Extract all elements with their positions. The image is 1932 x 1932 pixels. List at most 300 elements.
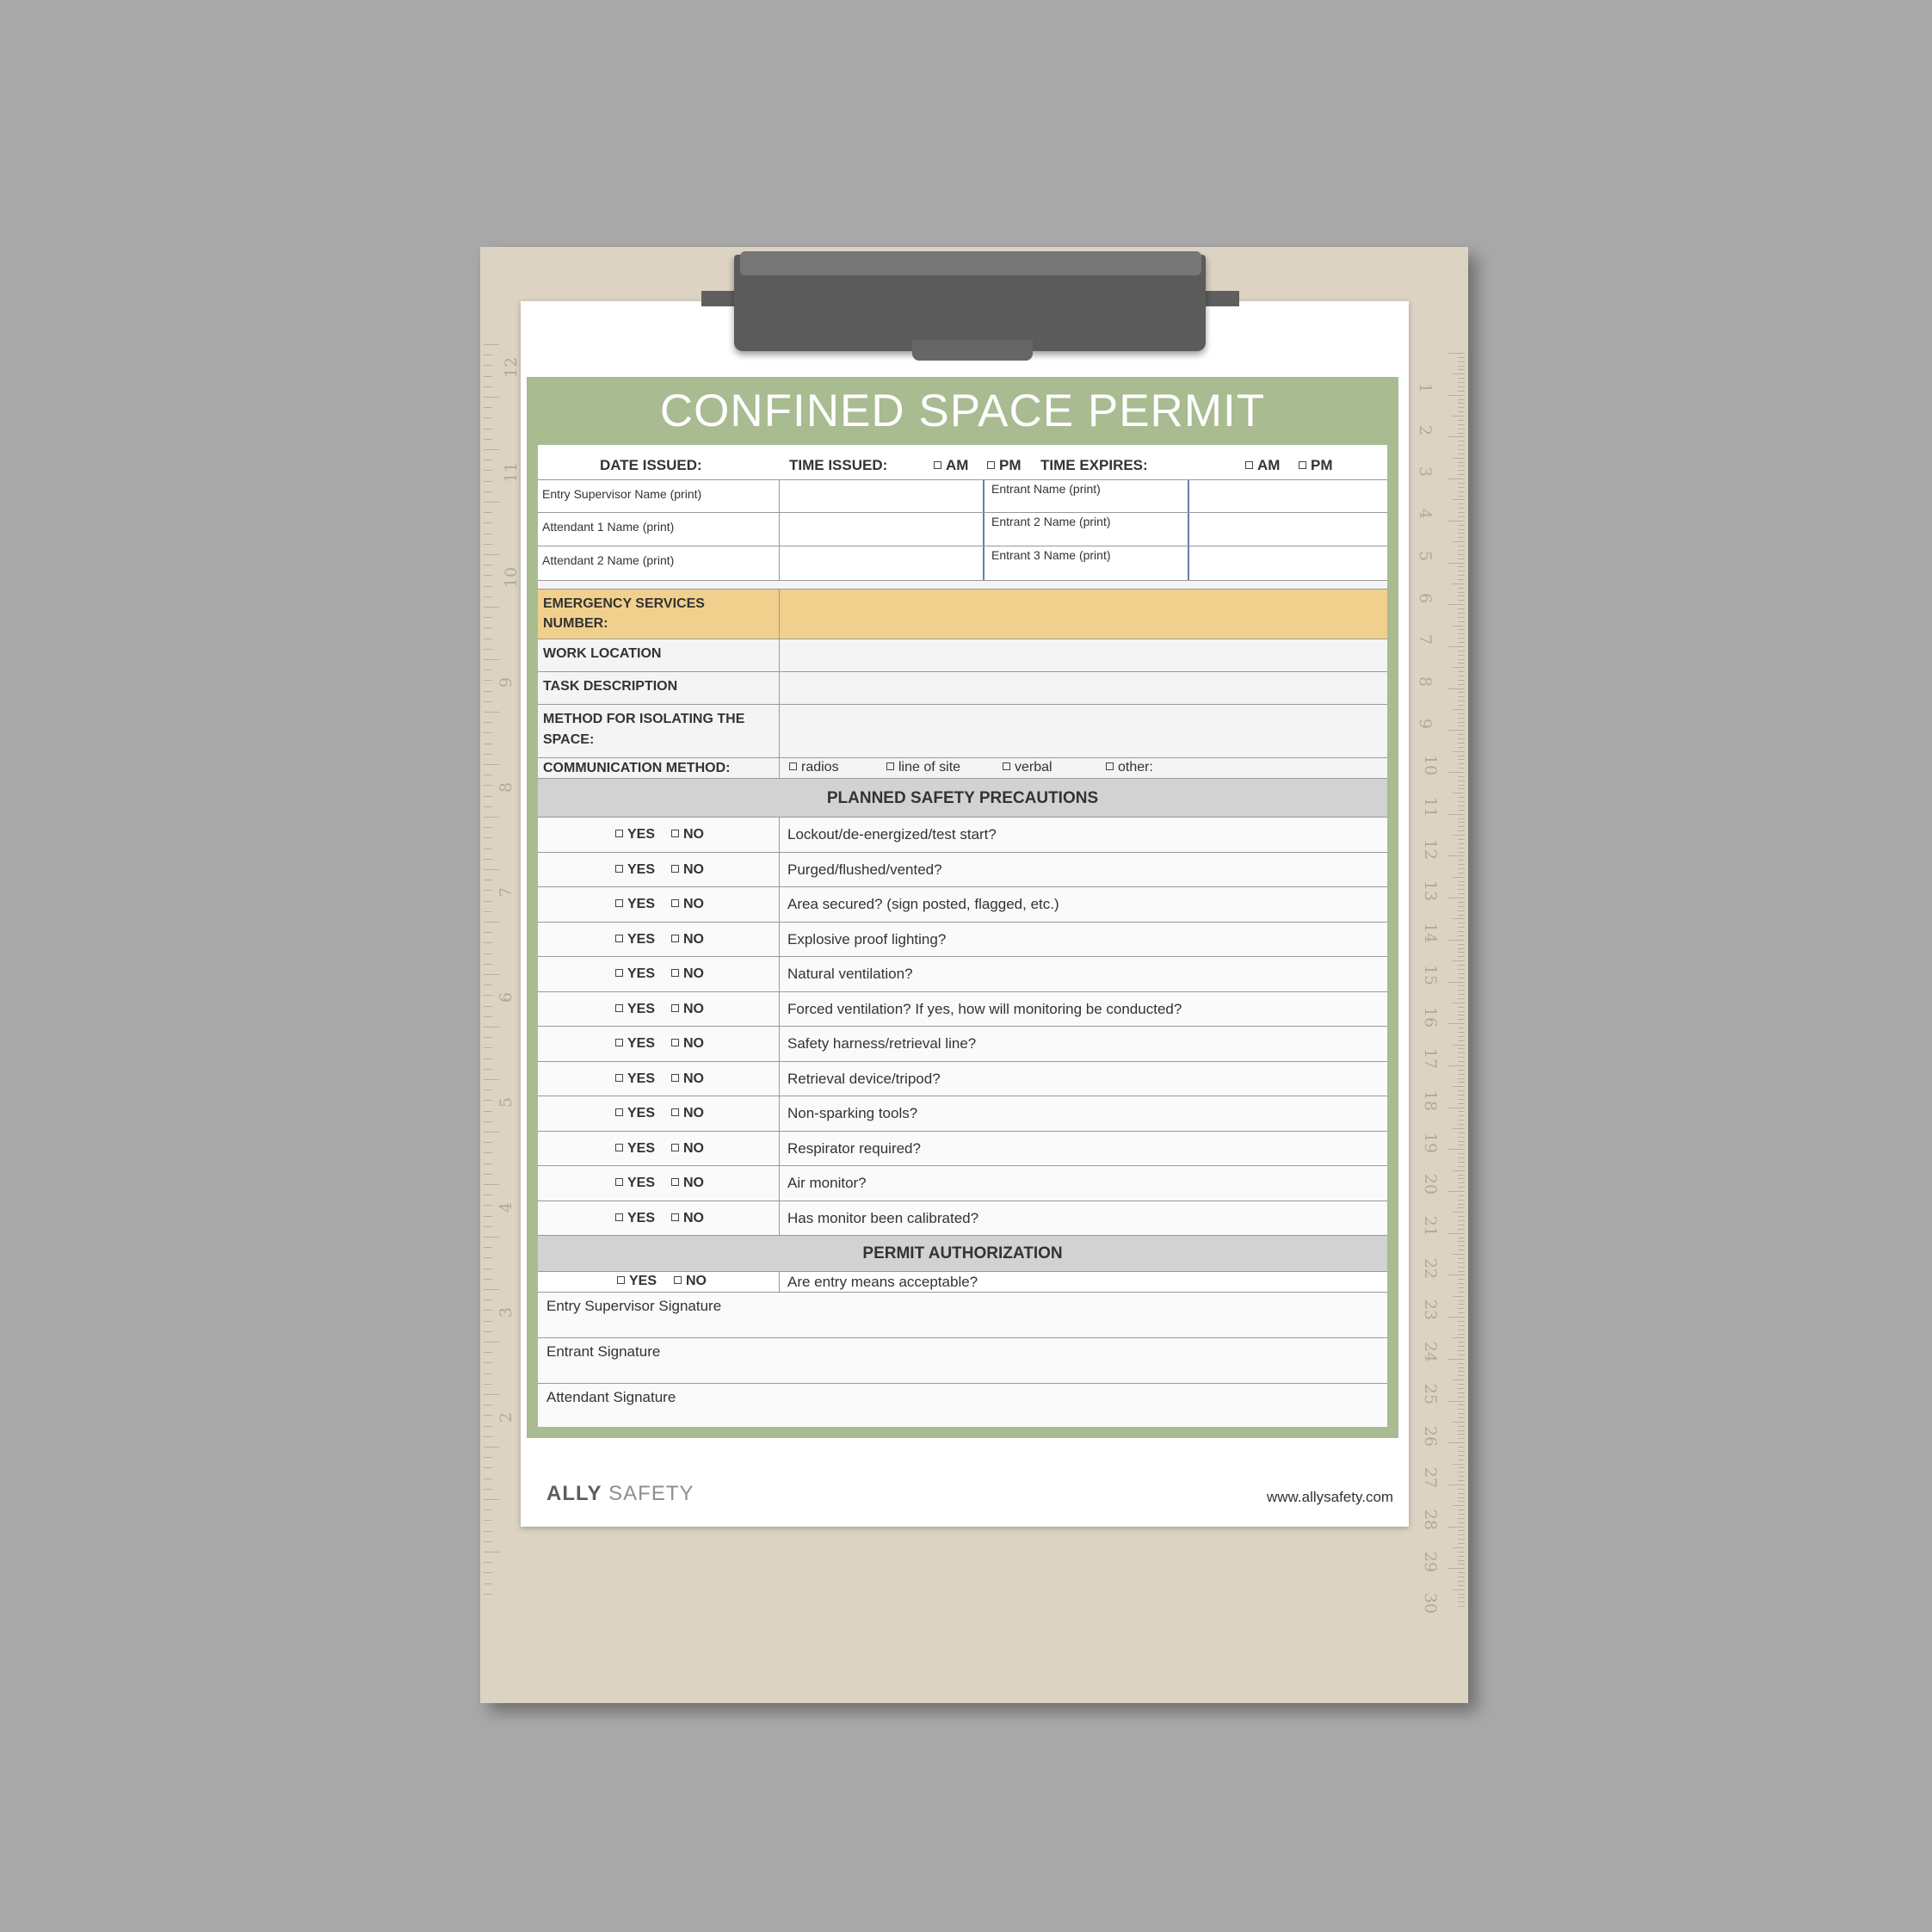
ruler-tick	[1458, 366, 1465, 367]
ruler-tick	[1447, 646, 1465, 647]
pm-checkbox-2[interactable]: PM	[1299, 457, 1333, 474]
ruler-tick	[1453, 626, 1465, 627]
ruler-tick	[1458, 1048, 1465, 1049]
ruler-tick	[1458, 1413, 1465, 1414]
ruler-tick	[1458, 1560, 1465, 1561]
ruler-tick	[1458, 801, 1465, 802]
ruler-tick	[1447, 1023, 1465, 1024]
no-checkbox[interactable]: NO	[671, 827, 704, 843]
ruler-tick	[1458, 889, 1465, 890]
ruler-tick	[1458, 1115, 1465, 1116]
ruler-number: 28	[1421, 1509, 1441, 1530]
ruler-tick	[1453, 1505, 1465, 1506]
ruler-tick	[1458, 952, 1465, 953]
ruler-number: 20	[1421, 1174, 1441, 1195]
ruler-tick	[1458, 1258, 1465, 1259]
ruler-tick	[1458, 512, 1465, 513]
ruler-tick	[484, 806, 492, 807]
ruler-tick	[484, 732, 492, 733]
ruler-tick	[1458, 1090, 1465, 1091]
ruler-tick	[484, 859, 492, 860]
names-right-label: Entrant 2 Name (print)	[991, 515, 1111, 528]
ruler-number: 8	[1416, 676, 1435, 687]
ruler-tick	[1453, 709, 1465, 710]
ruler-tick	[484, 932, 492, 933]
ruler-tick	[1458, 424, 1465, 425]
ruler-tick	[484, 1194, 492, 1195]
ruler-tick	[1458, 1099, 1465, 1100]
ruler-tick	[1458, 1434, 1465, 1435]
ruler-tick	[1453, 1296, 1465, 1297]
ruler-tick	[1458, 1207, 1465, 1208]
ruler-tick	[484, 1310, 492, 1311]
ruler-tick	[1453, 667, 1465, 668]
website-link[interactable]: www.allysafety.com	[1267, 1489, 1394, 1505]
ruler-tick	[1458, 1312, 1465, 1313]
ruler-tick	[1458, 1597, 1465, 1598]
ruler-tick	[1458, 1040, 1465, 1041]
yes-no-group	[538, 1166, 779, 1201]
yes-checkbox[interactable]: YES	[615, 1002, 655, 1017]
ruler-tick	[1458, 944, 1465, 945]
ruler-tick	[1458, 985, 1465, 986]
precaution-row	[538, 817, 1387, 853]
ruler-tick	[484, 1027, 499, 1028]
am-checkbox-1[interactable]: AM	[934, 457, 968, 474]
ruler-tick	[1458, 1308, 1465, 1309]
ruler-tick	[484, 1331, 492, 1332]
pm-checkbox-1[interactable]: PM	[987, 457, 1022, 474]
yes-checkbox[interactable]: YES	[615, 897, 655, 912]
comm-option-line-of-site[interactable]: line of site	[886, 760, 960, 775]
ruler-tick	[1458, 445, 1465, 446]
ruler-tick	[1458, 1594, 1465, 1595]
comm-option-verbal[interactable]: verbal	[1003, 760, 1052, 775]
ruler-tick	[484, 1205, 492, 1206]
ruler-tick	[484, 1279, 492, 1280]
yes-checkbox[interactable]: YES	[615, 966, 655, 982]
precaution-question: Non-sparking tools?	[787, 1105, 918, 1121]
ruler-tick	[1458, 1283, 1465, 1284]
comm-option-other[interactable]: other:	[1106, 760, 1153, 775]
yes-no-group	[538, 1272, 779, 1293]
ruler-tick	[1447, 604, 1465, 605]
ruler-tick	[1458, 1556, 1465, 1557]
yes-checkbox[interactable]: YES	[615, 862, 655, 878]
ruler-tick	[1447, 730, 1465, 731]
ruler-tick	[1458, 1279, 1465, 1280]
ruler-tick	[1458, 830, 1465, 831]
ruler-tick	[1458, 575, 1465, 576]
ruler-tick	[1458, 1564, 1465, 1565]
emergency-label-2: NUMBER:	[543, 616, 608, 631]
work-location-row	[538, 639, 1387, 672]
permit-form	[527, 377, 1398, 1438]
no-checkbox[interactable]: NO	[671, 1211, 704, 1226]
yes-no-group	[538, 1027, 779, 1062]
ruler-tick	[484, 1237, 499, 1238]
yes-no-group	[538, 1062, 779, 1097]
yes-checkbox[interactable]: YES	[615, 1176, 655, 1191]
ruler-tick	[1458, 391, 1465, 392]
ruler-tick	[1447, 940, 1465, 941]
ruler-tick	[1458, 369, 1465, 370]
ruler-tick	[484, 817, 499, 818]
ruler-tick	[484, 890, 492, 891]
ruler-tick	[1458, 386, 1465, 387]
ruler-number: 10	[1421, 755, 1441, 776]
ruler-tick	[1447, 353, 1465, 354]
communication-row	[538, 757, 1387, 779]
ruler-tick	[1458, 382, 1465, 383]
ruler-tick	[1458, 1572, 1465, 1573]
ruler-tick	[1447, 521, 1465, 522]
ruler-tick	[484, 1520, 492, 1521]
ruler-tick	[1458, 671, 1465, 672]
no-checkbox[interactable]: NO	[671, 862, 704, 878]
ruler-tick	[484, 344, 499, 345]
no-checkbox[interactable]: NO	[671, 1106, 704, 1121]
names-right-label: Entrant Name (print)	[991, 482, 1101, 496]
ruler-tick	[484, 1342, 499, 1343]
no-checkbox[interactable]: NO	[671, 1071, 704, 1087]
ruler-tick	[1453, 583, 1465, 584]
ruler-tick	[1458, 852, 1465, 853]
ruler-tick	[1458, 1175, 1465, 1176]
precaution-question: Respirator required?	[787, 1139, 921, 1157]
ruler-tick	[1458, 994, 1465, 995]
ruler-tick	[484, 1509, 492, 1510]
precaution-question: Purged/flushed/vented?	[787, 861, 942, 878]
ruler-tick	[1458, 915, 1465, 916]
ruler-tick	[484, 754, 492, 755]
ruler-tick	[484, 995, 492, 996]
ruler-tick	[484, 1467, 492, 1468]
emergency-services-row	[538, 589, 1387, 639]
yes-no-group	[538, 818, 779, 853]
auth-question-row	[538, 1271, 1387, 1293]
ruler-tick	[1458, 881, 1465, 882]
ruler-tick	[1458, 1195, 1465, 1196]
ruler-tick	[484, 722, 492, 723]
ruler-number: 1	[1416, 382, 1435, 394]
precaution-row	[538, 1096, 1387, 1132]
signature-label: Entrant Signature	[546, 1343, 661, 1360]
names-left-label: Entry Supervisor Name (print)	[542, 487, 702, 501]
comm-option-radios[interactable]: radios	[789, 760, 839, 775]
ruler-tick	[484, 1541, 492, 1542]
ruler-number: 23	[1421, 1299, 1441, 1321]
ruler-number: 5	[1416, 550, 1435, 561]
yes-checkbox[interactable]: YES	[617, 1274, 657, 1289]
time-expires-label: TIME EXPIRES:	[1040, 457, 1148, 473]
ruler-number: 19	[1421, 1132, 1441, 1153]
precaution-row	[538, 1061, 1387, 1097]
ruler-tick	[484, 1121, 492, 1122]
ruler-tick	[484, 869, 499, 870]
ruler-tick	[484, 607, 499, 608]
ruler-tick	[484, 1478, 492, 1479]
date-issued-label: DATE ISSUED:	[600, 457, 702, 473]
ruler-tick	[1458, 1074, 1465, 1075]
ruler-tick	[484, 449, 499, 450]
ruler-tick	[1458, 1052, 1465, 1053]
ruler-tick	[1458, 1514, 1465, 1515]
ruler-tick	[1458, 848, 1465, 849]
ruler-tick	[1458, 1162, 1465, 1163]
ruler-tick	[1458, 1216, 1465, 1217]
ruler-tick	[1458, 818, 1465, 819]
ruler-tick	[1458, 621, 1465, 622]
entry-supervisor-signature-field[interactable]	[538, 1292, 1387, 1338]
ruler-tick	[484, 1572, 492, 1573]
ruler-tick	[484, 1142, 492, 1143]
ruler-tick	[1458, 1220, 1465, 1221]
ruler-tick	[1453, 1422, 1465, 1423]
yes-checkbox[interactable]: YES	[615, 932, 655, 947]
ruler-tick	[1458, 1522, 1465, 1523]
ruler-tick	[1458, 1078, 1465, 1079]
ruler-number: 29	[1421, 1551, 1441, 1572]
ruler-tick	[484, 397, 499, 398]
ruler-tick	[484, 586, 492, 587]
ruler-tick	[1453, 1337, 1465, 1338]
ruler-tick	[1458, 642, 1465, 643]
ruler-tick	[1458, 725, 1465, 726]
yes-checkbox[interactable]: YES	[615, 1106, 655, 1121]
ruler-tick	[484, 1404, 492, 1405]
no-checkbox[interactable]: NO	[671, 1176, 704, 1191]
ruler-tick	[1458, 1229, 1465, 1230]
ruler-number: 9	[497, 676, 516, 688]
ruler-tick	[1458, 935, 1465, 936]
ruler-tick	[1447, 395, 1465, 396]
ruler-tick	[484, 796, 492, 797]
precaution-row	[538, 922, 1387, 958]
no-checkbox[interactable]: NO	[671, 897, 704, 912]
ruler-tick	[1453, 458, 1465, 459]
ruler-tick	[1458, 1057, 1465, 1058]
ruler-tick	[1458, 1267, 1465, 1268]
ruler-tick	[1447, 1065, 1465, 1066]
ruler-tick	[1447, 1401, 1465, 1402]
method-label: METHOD FOR ISOLATING THE	[543, 712, 745, 726]
ruler-number: 25	[1421, 1383, 1441, 1404]
ruler-tick	[1458, 826, 1465, 827]
ruler-tick	[484, 1226, 492, 1227]
header-row	[538, 445, 1387, 479]
ruler-tick	[1458, 797, 1465, 798]
ruler-tick	[484, 627, 492, 628]
ruler-tick	[484, 1457, 492, 1458]
ruler-tick	[1458, 1153, 1465, 1154]
yes-checkbox[interactable]: YES	[615, 1211, 655, 1226]
no-checkbox[interactable]: NO	[671, 1036, 704, 1052]
precaution-question: Explosive proof lighting?	[787, 930, 947, 947]
ruler-tick	[1458, 1011, 1465, 1012]
ruler-tick	[1458, 759, 1465, 760]
ruler-tick	[1458, 508, 1465, 509]
ruler-tick	[484, 827, 492, 828]
ruler-number: 5	[497, 1096, 516, 1108]
ruler-tick	[484, 1016, 492, 1017]
yes-no-group	[538, 887, 779, 923]
no-checkbox[interactable]: NO	[671, 1002, 704, 1017]
ruler-number: 18	[1421, 1089, 1441, 1111]
ruler-tick	[1458, 1426, 1465, 1427]
ruler-tick	[1458, 1325, 1465, 1326]
time-issued-label: TIME ISSUED:	[789, 457, 888, 473]
ruler-tick	[1458, 956, 1465, 957]
precaution-question: Natural ventilation?	[787, 966, 913, 982]
yes-checkbox[interactable]: YES	[615, 1071, 655, 1087]
ruler-tick	[1458, 734, 1465, 735]
ruler-tick	[1458, 1451, 1465, 1452]
ruler-tick	[1458, 893, 1465, 894]
ruler-tick	[1458, 1271, 1465, 1272]
ruler-tick	[1458, 1182, 1465, 1183]
ruler-tick	[1458, 1476, 1465, 1477]
ruler-tick	[484, 617, 492, 618]
auth-question-text: Are entry means acceptable?	[787, 1274, 978, 1290]
ruler-tick	[1453, 835, 1465, 836]
ruler-tick	[1458, 600, 1465, 601]
ruler-tick	[1458, 868, 1465, 869]
ruler-tick	[1458, 496, 1465, 497]
ruler-tick	[1458, 613, 1465, 614]
ruler-tick	[1453, 499, 1465, 500]
ruler-tick	[1458, 487, 1465, 488]
ruler-tick	[1453, 541, 1465, 542]
names-left-label: Attendant 1 Name (print)	[542, 520, 675, 534]
precaution-question: Area secured? (sign posted, flagged, etc.)	[787, 896, 1059, 912]
ruler-tick	[1458, 1388, 1465, 1389]
ruler-number: 12	[1421, 838, 1441, 860]
ruler-tick	[1458, 747, 1465, 748]
ruler-tick	[484, 942, 492, 943]
ruler-tick	[484, 1184, 499, 1185]
entrant-signature-field[interactable]	[538, 1337, 1387, 1384]
ruler-tick	[484, 544, 492, 545]
signature-label: Attendant Signature	[546, 1389, 676, 1405]
ruler-tick	[484, 1384, 492, 1385]
ruler-number: 15	[1421, 964, 1441, 985]
ruler-tick	[1458, 525, 1465, 526]
ruler-tick	[1458, 1178, 1465, 1179]
ruler-tick	[484, 1531, 492, 1532]
ruler-tick	[484, 764, 499, 765]
no-checkbox[interactable]: NO	[671, 932, 704, 947]
ruler-tick	[1458, 537, 1465, 538]
ruler-tick	[1458, 1200, 1465, 1201]
ruler-tick	[1453, 1170, 1465, 1171]
precaution-row	[538, 852, 1387, 888]
ruler-tick	[484, 1152, 492, 1153]
ruler-number: 4	[497, 1201, 516, 1213]
method-isolating-row	[538, 704, 1387, 758]
yes-checkbox[interactable]: YES	[615, 827, 655, 843]
ruler-tick	[1458, 483, 1465, 484]
ruler-number: 3	[1416, 466, 1435, 478]
ruler-tick	[1458, 1371, 1465, 1372]
ruler-tick	[1458, 399, 1465, 400]
ruler-tick	[1458, 743, 1465, 744]
ruler-tick	[1458, 1019, 1465, 1020]
ruler-tick	[1458, 948, 1465, 949]
ruler-tick	[484, 512, 492, 513]
ruler-tick	[1458, 1404, 1465, 1405]
ruler-tick	[484, 911, 492, 912]
ruler-right	[1417, 353, 1468, 1618]
ruler-tick	[484, 1006, 492, 1007]
ruler-tick	[1458, 1032, 1465, 1033]
ruler-tick	[1458, 420, 1465, 421]
yes-checkbox[interactable]: YES	[615, 1141, 655, 1157]
ruler-tick	[1458, 713, 1465, 714]
precautions-header: PLANNED SAFETY PRECAUTIONS	[538, 778, 1387, 818]
ruler-tick	[484, 596, 492, 597]
ruler-tick	[1458, 592, 1465, 593]
ruler-tick	[1447, 436, 1465, 437]
task-description-row	[538, 671, 1387, 705]
yes-no-group	[538, 1132, 779, 1167]
ruler-tick	[1458, 516, 1465, 517]
ruler-tick	[1458, 588, 1465, 589]
ruler-tick	[484, 701, 492, 702]
no-checkbox[interactable]: NO	[671, 966, 704, 982]
ruler-tick	[1458, 810, 1465, 811]
yes-checkbox[interactable]: YES	[615, 1036, 655, 1052]
ruler-tick	[1458, 433, 1465, 434]
ruler-tick	[484, 1079, 499, 1080]
ruler-tick	[1453, 1128, 1465, 1129]
ruler-tick	[1453, 1212, 1465, 1213]
ruler-tick	[1458, 927, 1465, 928]
ruler-tick	[1458, 1581, 1465, 1582]
ruler-tick	[1453, 1086, 1465, 1087]
ruler-tick	[1458, 411, 1465, 412]
ruler-tick	[1458, 906, 1465, 907]
ruler-tick	[484, 1268, 492, 1269]
ruler-tick	[1458, 860, 1465, 861]
no-checkbox[interactable]: NO	[674, 1274, 707, 1289]
ruler-tick	[1458, 1187, 1465, 1188]
ruler-tick	[1458, 566, 1465, 567]
ruler-tick	[484, 1489, 492, 1490]
precaution-row	[538, 1201, 1387, 1237]
ruler-number: 12	[502, 356, 522, 379]
attendant-signature-field[interactable]	[538, 1383, 1387, 1427]
ruler-number: 30	[1421, 1593, 1441, 1614]
ruler-tick	[1458, 1409, 1465, 1410]
precaution-row	[538, 1131, 1387, 1167]
ruler-tick	[1458, 1166, 1465, 1167]
yes-no-group	[538, 992, 779, 1028]
precaution-row	[538, 1026, 1387, 1062]
am-checkbox-2[interactable]: AM	[1245, 457, 1280, 474]
ruler-tick	[1453, 877, 1465, 878]
precaution-question: Air monitor?	[787, 1175, 867, 1191]
ruler-tick	[1453, 1547, 1465, 1548]
ruler-tick	[484, 837, 492, 838]
ruler-tick	[1458, 1304, 1465, 1305]
no-checkbox[interactable]: NO	[671, 1141, 704, 1157]
ruler-tick	[484, 522, 492, 523]
ruler-tick	[1458, 1350, 1465, 1351]
ruler-tick	[1447, 1484, 1465, 1485]
precaution-row	[538, 956, 1387, 992]
ruler-tick	[484, 1436, 492, 1437]
